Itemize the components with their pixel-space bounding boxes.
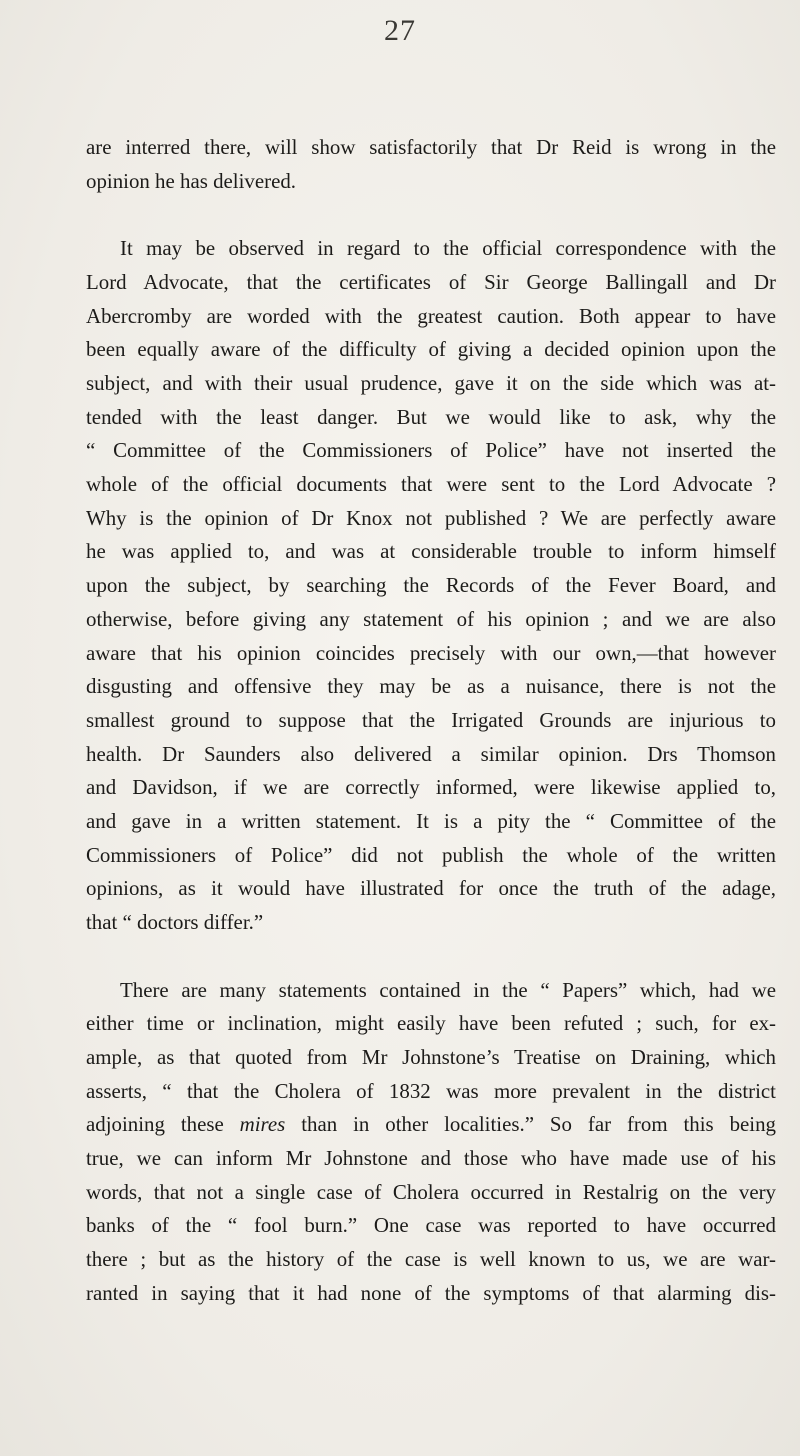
text-line: and Davidson, if we are correctly informed, were likewise applied to, [86,775,776,800]
text-line: opinion he has delivered. [86,168,297,193]
paragraph-2 [86,232,776,940]
text-line: are interred there, will show satisfactorily that Dr Reid is wrong in the [86,135,776,159]
paragraph-3 [86,974,776,1311]
text-line: smallest ground to suppose that the Irrigated Grounds are injurious to [86,707,776,732]
text-line: Commissioners of Police” did not publish the whole of the written [86,842,776,867]
emphasis-mires: mires [239,1112,286,1137]
text-line: ample, as that quoted from Mr Johnstone’s Treatise on Draining, which [86,1044,776,1069]
text-line: that “ doctors differ.” [86,910,264,935]
text-line: either time or inclination, might easily have been refuted ; such, for ex- [86,1011,776,1036]
text-line: upon the subject, by searching the Records of the Fever Board, and [86,573,776,598]
text-line: subject, and with their usual prudence, gave it on the side which was at- [86,370,776,395]
page-number: 27 [384,14,416,47]
text-line: words, that not a single case of Cholera occurred in Restalrig on the very [86,1179,776,1204]
body-text [86,131,776,1311]
text-line: and gave in a written statement. It is a pity the “ Committee of the [86,809,776,834]
text-line: Lord Advocate, that the certificates of Sir George Ballingall and Dr [86,269,776,294]
text-line: aware that his opinion coincides precisely with our own,—that however [86,640,776,665]
text-line: there ; but as the history of the case is well known to us, we are war- [86,1247,776,1272]
text-line: Abercromby are worded with the greatest caution. Both appear to have [86,303,776,328]
text-line: true, we can inform Mr Johnstone and those who have made use of his [86,1146,776,1171]
text-line: It may be observed in regard to the official correspondence with the [120,236,776,261]
text-line: he was applied to, and was at considerable trouble to inform himself [86,539,776,564]
text-line: There are many statements contained in the “ Papers” which, had we [120,977,776,1002]
text-line: tended with the least danger. But we would like to ask, why the [86,404,776,429]
text-line: banks of the “ fool burn.” One case was reported to have occurred [86,1213,776,1238]
text-line: Why is the opinion of Dr Knox not published ? We are perfectly aware [86,505,776,530]
text-line: otherwise, before giving any statement of his opinion ; and we are also [86,606,776,631]
text-line: disgusting and offensive they may be as a nuisance, there is not the [86,674,776,699]
text-line: whole of the official documents that were sent to the Lord Advocate ? [86,472,776,497]
text-line: adjoining these mires than in other localities.” So far from this being [86,1112,776,1137]
text-line: been equally aware of the difficulty of giving a decided opinion upon the [86,337,776,362]
text-line: opinions, as it would have illustrated for once the truth of the adage, [86,876,776,901]
text-line: health. Dr Saunders also delivered a similar opinion. Drs Thomson [86,741,776,766]
text-line: “ Committee of the Commissioners of Police” have not inserted the [86,438,776,463]
text-line: ranted in saying that it had none of the symptoms of that alarming dis- [86,1280,776,1305]
paragraph-1 [86,131,776,198]
text-line: asserts, “ that the Cholera of 1832 was more prevalent in the district [86,1078,776,1103]
